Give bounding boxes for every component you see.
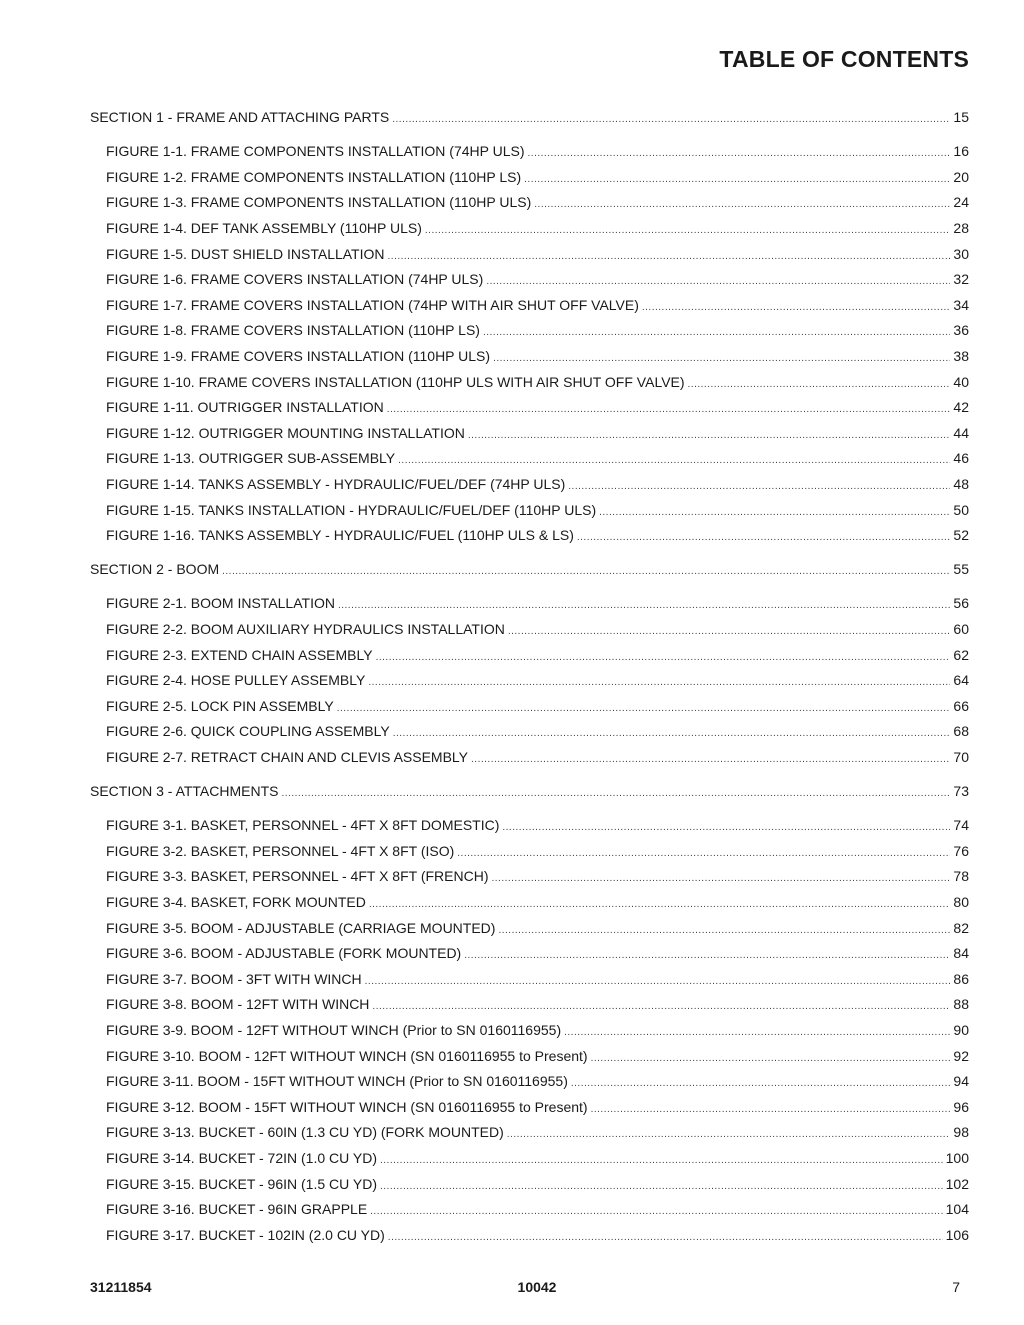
toc-figure-entry[interactable] xyxy=(106,721,969,741)
toc-entry-label: FIGURE 2-7. RETRACT CHAIN AND CLEVIS ASSEMBLY xyxy=(106,748,469,765)
toc-entry-page-number: 56 xyxy=(953,595,969,612)
toc-entry-label: FIGURE 2-3. EXTEND CHAIN ASSEMBLY xyxy=(106,646,373,663)
toc-entry-label: FIGURE 3-16. BUCKET - 96IN GRAPPLE xyxy=(106,1201,368,1218)
toc-entry-label: SECTION 1 - FRAME AND ATTACHING PARTS xyxy=(90,109,390,125)
toc-dot-leader xyxy=(372,997,950,1017)
toc-dot-leader xyxy=(483,323,950,343)
toc-entry-label: FIGURE 2-1. BOOM INSTALLATION xyxy=(106,595,335,612)
toc-entry-page-number: 82 xyxy=(953,919,969,936)
toc-entry-page-number: 100 xyxy=(945,1149,969,1166)
toc-figure-entry[interactable] xyxy=(106,423,969,443)
toc-entry-label: FIGURE 1-5. DUST SHIELD INSTALLATION xyxy=(106,245,385,262)
toc-dot-leader xyxy=(471,750,950,770)
toc-entry-label: FIGURE 3-15. BUCKET - 96IN (1.5 CU YD) xyxy=(106,1175,377,1192)
toc-entry-page-number: 16 xyxy=(953,143,969,160)
toc-entry-label: FIGURE 3-11. BOOM - 15FT WITHOUT WINCH (Prior to SN 0160116955) xyxy=(106,1073,568,1090)
toc-figure-entry[interactable] xyxy=(106,372,969,392)
toc-entry-page-number: 44 xyxy=(953,424,969,441)
toc-entry-page-number: 106 xyxy=(945,1226,969,1243)
toc-figure-entry[interactable] xyxy=(106,1122,969,1142)
toc-dot-leader xyxy=(486,272,950,292)
toc-entry-page-number: 34 xyxy=(953,296,969,313)
toc-entry-label: FIGURE 3-14. BUCKET - 72IN (1.0 CU YD) xyxy=(106,1149,377,1166)
toc-entry-label: FIGURE 1-1. FRAME COMPONENTS INSTALLATION (74HP ULS) xyxy=(106,143,525,160)
toc-entry-label: FIGURE 2-6. QUICK COUPLING ASSEMBLY xyxy=(106,723,390,740)
toc-dot-leader xyxy=(380,1177,943,1197)
toc-dot-leader xyxy=(528,144,951,164)
toc-entry-label: FIGURE 3-2. BASKET, PERSONNEL - 4FT X 8FT (ISO) xyxy=(106,842,455,859)
toc-figure-entry[interactable] xyxy=(106,866,969,886)
toc-figure-entry[interactable] xyxy=(106,1097,969,1117)
toc-entry-label: FIGURE 3-13. BUCKET - 60IN (1.3 CU YD) (FORK MOUNTED) xyxy=(106,1124,504,1141)
toc-entry-page-number: 73 xyxy=(953,783,969,799)
toc-figure-entry[interactable] xyxy=(106,295,969,315)
toc-entry-label: FIGURE 3-12. BOOM - 15FT WITHOUT WINCH (SN 0160116955 to Present) xyxy=(106,1098,588,1115)
toc-entry-page-number: 66 xyxy=(953,697,969,714)
toc-entry-label: FIGURE 1-15. TANKS INSTALLATION - HYDRAULIC/FUEL/DEF (110HP ULS) xyxy=(106,501,597,518)
toc-figure-entry[interactable] xyxy=(106,969,969,989)
toc-dot-leader xyxy=(337,699,951,719)
toc-entry-label: FIGURE 1-4. DEF TANK ASSEMBLY (110HP ULS) xyxy=(106,219,422,236)
toc-figure-entry[interactable] xyxy=(106,1020,969,1040)
toc-dot-leader xyxy=(392,110,950,130)
toc-figure-entry[interactable] xyxy=(106,1071,969,1091)
toc-entry-label: FIGURE 3-5. BOOM - ADJUSTABLE (CARRIAGE MOUNTED) xyxy=(106,919,496,936)
toc-dot-leader xyxy=(491,869,950,889)
toc-section-entry[interactable] xyxy=(90,781,969,801)
toc-dot-leader xyxy=(468,426,951,446)
toc-dot-leader xyxy=(338,596,950,616)
toc-figure-entry[interactable] xyxy=(106,525,969,545)
toc-dot-leader xyxy=(642,298,951,318)
toc-figure-entry[interactable] xyxy=(106,192,969,212)
toc-figure-entry[interactable] xyxy=(106,1225,969,1245)
toc-dot-leader xyxy=(507,1125,951,1145)
toc-dot-leader xyxy=(388,247,951,267)
toc-entry-page-number: 60 xyxy=(953,620,969,637)
toc-dot-leader xyxy=(398,451,950,471)
footer-doc-code: 10042 xyxy=(517,1279,557,1295)
toc-dot-leader xyxy=(571,1074,951,1094)
toc-entry-page-number: 94 xyxy=(953,1073,969,1090)
toc-figure-entry[interactable] xyxy=(106,1174,969,1194)
toc-entry-page-number: 38 xyxy=(953,347,969,364)
toc-dot-leader xyxy=(393,724,951,744)
toc-entry-label: FIGURE 2-5. LOCK PIN ASSEMBLY xyxy=(106,697,334,714)
toc-dot-leader xyxy=(599,503,950,523)
toc-entry-label: FIGURE 1-3. FRAME COMPONENTS INSTALLATION (110HP ULS) xyxy=(106,194,532,211)
toc-entry-page-number: 36 xyxy=(953,322,969,339)
toc-entry-page-number: 88 xyxy=(953,996,969,1013)
toc-entry-label: SECTION 2 - BOOM xyxy=(90,561,220,578)
toc-dot-leader xyxy=(457,844,950,864)
toc-entry-label: FIGURE 3-17. BUCKET - 102IN (2.0 CU YD) xyxy=(106,1226,385,1243)
toc-figure-entry[interactable] xyxy=(106,1046,969,1066)
toc-entry-label: FIGURE 1-16. TANKS ASSEMBLY - HYDRAULIC/FUEL (110HP ULS & LS) xyxy=(106,527,574,544)
toc-entry-label: FIGURE 1-2. FRAME COMPONENTS INSTALLATION (110HP LS) xyxy=(106,168,522,185)
toc-figure-entry[interactable] xyxy=(106,670,969,690)
toc-entry-page-number: 55 xyxy=(953,561,969,578)
toc-entry-label: FIGURE 1-7. FRAME COVERS INSTALLATION (74HP WITH AIR SHUT OFF VALVE) xyxy=(106,296,639,313)
toc-entry-page-number: 70 xyxy=(953,748,969,765)
toc-entry-page-number: 15 xyxy=(953,109,969,125)
toc-entry-page-number: 42 xyxy=(953,399,969,416)
toc-entry-page-number: 52 xyxy=(953,527,969,544)
page-title: TABLE OF CONTENTS xyxy=(719,46,969,72)
toc-entry-page-number: 46 xyxy=(953,450,969,467)
toc-entry-label: FIGURE 1-9. FRAME COVERS INSTALLATION (110HP ULS) xyxy=(106,347,491,364)
toc-entry-page-number: 76 xyxy=(953,842,969,859)
toc-entry-label: FIGURE 3-10. BOOM - 12FT WITHOUT WINCH (SN 0160116955 to Present) xyxy=(106,1047,588,1064)
toc-figure-entry[interactable] xyxy=(106,320,969,340)
toc-entry-label: FIGURE 1-13. OUTRIGGER SUB-ASSEMBLY xyxy=(106,450,396,467)
toc-entry-page-number: 64 xyxy=(953,672,969,689)
toc-dot-leader xyxy=(282,784,951,804)
toc-dot-leader xyxy=(493,349,950,369)
toc-entry-page-number: 80 xyxy=(953,893,969,910)
toc-entry-label: FIGURE 3-9. BOOM - 12FT WITHOUT WINCH (Prior to SN 0160116955) xyxy=(106,1021,562,1038)
toc-entry-label: FIGURE 1-11. OUTRIGGER INSTALLATION xyxy=(106,399,384,416)
toc-entry-label: FIGURE 3-3. BASKET, PERSONNEL - 4FT X 8FT (FRENCH) xyxy=(106,868,489,885)
toc-figure-entry[interactable] xyxy=(106,1199,969,1219)
toc-entry-label: FIGURE 3-1. BASKET, PERSONNEL - 4FT X 8FT DOMESTIC) xyxy=(106,817,500,834)
toc-entry-page-number: 50 xyxy=(953,501,969,518)
toc-section-entry[interactable] xyxy=(90,559,969,579)
toc-entry-page-number: 92 xyxy=(953,1047,969,1064)
toc-dot-leader xyxy=(387,400,951,420)
toc-figure-entry[interactable] xyxy=(106,593,969,613)
toc-entry-page-number: 84 xyxy=(953,945,969,962)
toc-figure-entry[interactable] xyxy=(106,500,969,520)
toc-entry-label: FIGURE 3-6. BOOM - ADJUSTABLE (FORK MOUNTED) xyxy=(106,945,462,962)
toc-dot-leader xyxy=(498,921,950,941)
toc-figure-entry[interactable] xyxy=(106,474,969,494)
toc-figure-entry[interactable] xyxy=(106,943,969,963)
toc-entry-label: FIGURE 1-14. TANKS ASSEMBLY - HYDRAULIC/FUEL/DEF (74HP ULS) xyxy=(106,475,566,492)
toc-dot-leader xyxy=(388,1228,943,1248)
toc-entry-label: FIGURE 1-10. FRAME COVERS INSTALLATION (110HP ULS WITH AIR SHUT OFF VALVE) xyxy=(106,373,685,390)
toc-entry-page-number: 98 xyxy=(953,1124,969,1141)
toc-dot-leader xyxy=(502,818,950,838)
toc-entry-page-number: 48 xyxy=(953,475,969,492)
toc-entry-page-number: 68 xyxy=(953,723,969,740)
toc-figure-entry[interactable] xyxy=(106,747,969,767)
toc-entry-label: FIGURE 1-6. FRAME COVERS INSTALLATION (74HP ULS) xyxy=(106,271,484,288)
toc-entry-label: FIGURE 2-2. BOOM AUXILIARY HYDRAULICS INSTALLATION xyxy=(106,620,505,637)
toc-entry-page-number: 78 xyxy=(953,868,969,885)
toc-entry-label: FIGURE 3-7. BOOM - 3FT WITH WINCH xyxy=(106,970,362,987)
toc-dot-leader xyxy=(524,170,950,190)
toc-entry-page-number: 74 xyxy=(953,817,969,834)
footer-part-number: 31211854 xyxy=(90,1279,152,1295)
toc-entry-label: SECTION 3 - ATTACHMENTS xyxy=(90,783,279,799)
toc-figure-entry[interactable] xyxy=(106,167,969,187)
toc-figure-entry[interactable] xyxy=(106,645,969,665)
toc-section-entry[interactable] xyxy=(90,107,969,127)
toc-dot-leader xyxy=(222,562,950,582)
toc-dot-leader xyxy=(577,528,951,548)
toc-entry-page-number: 20 xyxy=(953,168,969,185)
toc-entry-label: FIGURE 1-8. FRAME COVERS INSTALLATION (110HP LS) xyxy=(106,322,480,339)
toc-entry-page-number: 96 xyxy=(953,1098,969,1115)
toc-dot-leader xyxy=(368,673,950,693)
toc-figure-entry[interactable] xyxy=(106,892,969,912)
toc-entry-page-number: 62 xyxy=(953,646,969,663)
toc-dot-leader xyxy=(370,1202,942,1222)
toc-entry-page-number: 102 xyxy=(945,1175,969,1192)
toc-entry-label: FIGURE 1-12. OUTRIGGER MOUNTING INSTALLATION xyxy=(106,424,465,441)
toc-figure-entry[interactable] xyxy=(106,815,969,835)
footer-page-number: 7 xyxy=(952,1279,960,1295)
toc-figure-entry[interactable] xyxy=(106,244,969,264)
toc-dot-leader xyxy=(369,895,951,915)
toc-figure-entry[interactable] xyxy=(106,1148,969,1168)
toc-dot-leader xyxy=(365,972,951,992)
toc-entry-page-number: 32 xyxy=(953,271,969,288)
toc-entry-label: FIGURE 2-4. HOSE PULLEY ASSEMBLY xyxy=(106,672,366,689)
toc-figure-entry[interactable] xyxy=(106,269,969,289)
toc-figure-entry[interactable] xyxy=(106,218,969,238)
toc-dot-leader xyxy=(376,648,951,668)
toc-figure-entry[interactable] xyxy=(106,346,969,366)
toc-entry-page-number: 30 xyxy=(953,245,969,262)
toc-figure-entry[interactable] xyxy=(106,619,969,639)
toc-figure-entry[interactable] xyxy=(106,841,969,861)
toc-figure-entry[interactable] xyxy=(106,918,969,938)
toc-dot-leader xyxy=(591,1100,951,1120)
toc-figure-entry[interactable] xyxy=(106,141,969,161)
toc-dot-leader xyxy=(508,622,951,642)
toc-dot-leader xyxy=(568,477,950,497)
toc-entry-page-number: 40 xyxy=(953,373,969,390)
toc-figure-entry[interactable] xyxy=(106,448,969,468)
toc-entry-label: FIGURE 3-4. BASKET, FORK MOUNTED xyxy=(106,893,366,910)
toc-dot-leader xyxy=(564,1023,950,1043)
toc-figure-entry[interactable] xyxy=(106,397,969,417)
toc-figure-entry[interactable] xyxy=(106,994,969,1014)
toc-dot-leader xyxy=(591,1049,951,1069)
toc-entry-page-number: 104 xyxy=(945,1201,969,1218)
toc-entry-page-number: 90 xyxy=(953,1021,969,1038)
toc-entry-page-number: 24 xyxy=(953,194,969,211)
toc-entry-page-number: 28 xyxy=(953,219,969,236)
toc-dot-leader xyxy=(425,221,951,241)
toc-entry-label: FIGURE 3-8. BOOM - 12FT WITH WINCH xyxy=(106,996,370,1013)
toc-dot-leader xyxy=(464,946,950,966)
toc-figure-entry[interactable] xyxy=(106,696,969,716)
toc-dot-leader xyxy=(380,1151,943,1171)
toc-dot-leader xyxy=(688,375,951,395)
toc-entry-page-number: 86 xyxy=(953,970,969,987)
toc-dot-leader xyxy=(534,195,950,215)
